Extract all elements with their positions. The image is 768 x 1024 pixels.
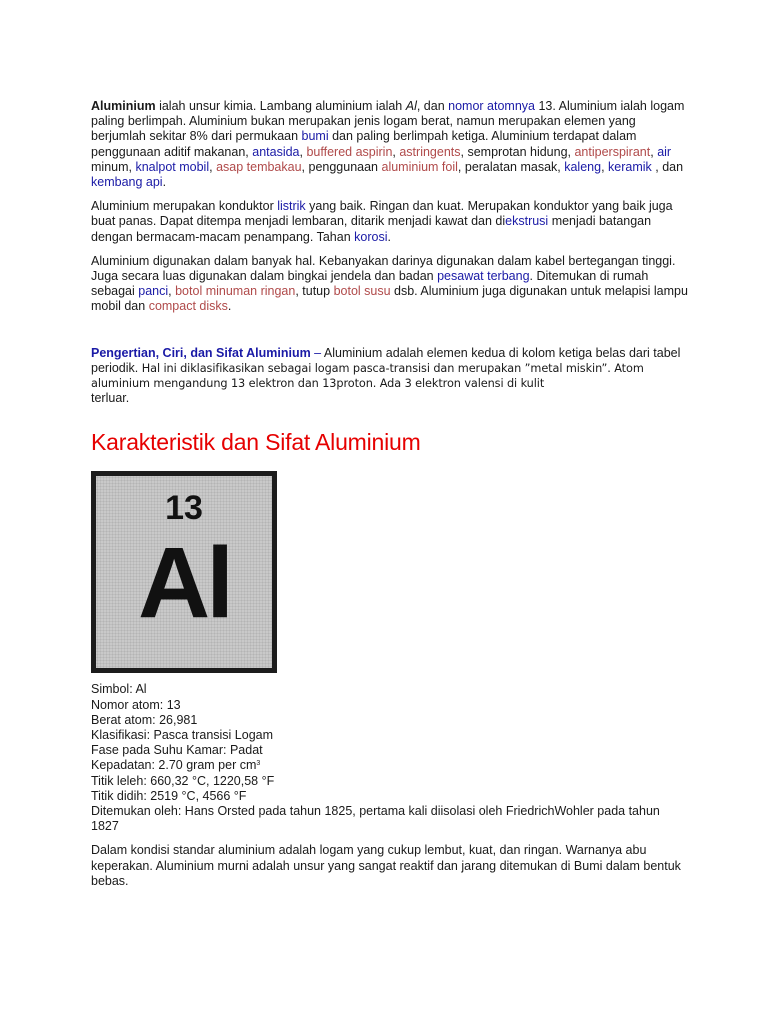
- inline-link[interactable]: ekstrusi: [505, 214, 549, 229]
- prop-berat-atom: Berat atom: 26,981: [91, 712, 198, 727]
- prop-kepadatan: [91, 758, 691, 773]
- inline-link[interactable]: buffered aspirin: [306, 144, 393, 159]
- text-run: . Ditemukan di rumah sebagai: [91, 269, 649, 299]
- pengertian-text: Aluminium adalah elemen kedua di kolom ketiga belas dari tabel periodik.: [91, 345, 681, 375]
- text-run: , peralatan masak,: [457, 159, 565, 174]
- inline-link[interactable]: panci: [138, 284, 169, 299]
- prop-nomor-atom: Nomor atom: 13: [91, 697, 181, 712]
- prop-ditemukan: Ditemukan oleh: Hans Orsted pada tahun 1825, pertama kali diisolasi oleh FriedrichWohler pada tahun 1827: [91, 804, 660, 834]
- section-heading: Karakteristik dan Sifat Aluminium: [91, 429, 421, 456]
- document-page: [91, 99, 691, 889]
- text-run: Aluminium digunakan dalam banyak hal. Kebanyakan darinya digunakan dalam kabel bertegangan tinggi. Juga secara luas digunakan dalam bingkai jendela dan badan: [91, 253, 676, 284]
- inline-link[interactable]: astringents: [399, 144, 461, 159]
- pengertian-dash: –: [310, 345, 322, 360]
- inline-link[interactable]: knalpot mobil: [135, 159, 210, 174]
- inline-link[interactable]: kembang api: [91, 175, 163, 190]
- inline-link[interactable]: antasida: [252, 144, 300, 159]
- text-run: yang baik. Ringan dan kuat. Merupakan konduktor yang baik juga buat panas. Dapat ditempa menjadi lembaran, ditarik menjadi kawat dan di: [91, 199, 673, 229]
- italic-term: Al: [405, 99, 417, 113]
- pengertian-link[interactable]: Pengertian, Ciri, dan Sifat Aluminium: [91, 345, 311, 360]
- text-run: , tutup: [295, 284, 334, 299]
- pengertian-condensed-text: Hal ini diklasifikasikan sebagai logam pasca-transisi dan merupakan ”metal miskin”. Atom aluminium mengandung 13 elektron dan 13proton. Ada 3 elektron valensi di kulit: [91, 361, 644, 391]
- inline-link[interactable]: air: [657, 144, 672, 159]
- element-atomic-number: 13: [165, 489, 203, 528]
- text-run: ,: [392, 144, 400, 159]
- inline-link[interactable]: botol susu: [333, 284, 391, 299]
- text-run: .: [227, 299, 232, 314]
- text-run: , semprotan hidung,: [460, 144, 575, 159]
- element-tile-image: [91, 471, 277, 673]
- text-run: , penggunaan: [301, 159, 382, 174]
- intro-paragraph-2: [91, 199, 691, 245]
- inline-link[interactable]: antiperspirant: [574, 144, 651, 159]
- text-run: dan paling berlimpah ketiga. Aluminium terdapat dalam penggunaan aditif makanan,: [91, 129, 637, 159]
- text-run: , dan: [651, 159, 684, 174]
- pengertian-paragraph: [91, 346, 691, 407]
- text-run: minum,: [91, 159, 136, 174]
- inline-link[interactable]: nomor atomnya: [448, 99, 535, 113]
- text-run: ,: [299, 144, 307, 159]
- inline-link[interactable]: bumi: [301, 129, 329, 144]
- prop-titik-didih: Titik didih: 2519 °C, 4566 °F: [91, 788, 247, 803]
- inline-link[interactable]: botol minuman ringan: [175, 284, 296, 299]
- closing-paragraph: Dalam kondisi standar aluminium adalah logam yang cukup lembut, kuat, dan ringan. Warnanya abu keperakan. Aluminium murni adalah unsur yang sangat reaktif dan jarang ditemukan di Bumi dalam bentuk bebas.: [91, 843, 681, 888]
- prop-kepadatan-text: Kepadatan: 2.70 gram per cm: [91, 758, 257, 773]
- text-run: ,: [650, 144, 658, 159]
- text-run: .: [387, 229, 391, 244]
- text-run: ,: [209, 159, 217, 174]
- intro-paragraph-3: [91, 254, 691, 315]
- text-run: , dan: [416, 99, 449, 113]
- text-run: .: [162, 175, 167, 190]
- inline-link[interactable]: compact disks: [148, 299, 228, 314]
- text-run: ,: [168, 284, 176, 299]
- text-run: menjadi batangan dengan bermacam-macam penampang. Tahan: [91, 214, 652, 244]
- pengertian-tail: terluar.: [91, 391, 130, 406]
- prop-simbol: Simbol: Al: [91, 682, 147, 697]
- prop-kepadatan-superscript: 3: [256, 760, 261, 768]
- inline-link[interactable]: asap tembakau: [216, 159, 302, 174]
- inline-link[interactable]: korosi: [354, 229, 388, 244]
- text-run: Aluminium merupakan konduktor: [91, 199, 278, 214]
- text-run: dsb. Aluminium juga digunakan untuk melapisi lampu mobil dan: [91, 284, 688, 314]
- element-symbol: Al: [138, 527, 230, 640]
- inline-link[interactable]: listrik: [277, 199, 306, 214]
- properties-list: [91, 682, 691, 834]
- prop-titik-leleh: Titik leleh: 660,32 °C, 1220,58 °F: [91, 773, 275, 788]
- text-run: ,: [601, 159, 609, 174]
- text-run: ialah unsur kimia. Lambang aluminium ialah: [155, 99, 406, 113]
- bold-term: Aluminium: [91, 99, 156, 113]
- intro-paragraph-1: [91, 99, 691, 190]
- inline-link[interactable]: kaleng: [564, 159, 602, 174]
- prop-fase: Fase pada Suhu Kamar: Padat: [91, 743, 263, 758]
- prop-klasifikasi: Klasifikasi: Pasca transisi Logam: [91, 728, 274, 743]
- inline-link[interactable]: pesawat terbang: [437, 269, 530, 284]
- inline-link[interactable]: keramik: [608, 159, 652, 174]
- inline-link[interactable]: aluminium foil: [381, 159, 458, 174]
- text-run: 13. Aluminium ialah logam paling berlimpah. Aluminium bukan merupakan jenis logam berat, namun merupakan elemen yang berjumlah sekitar 8% dari permukaan: [91, 99, 685, 144]
